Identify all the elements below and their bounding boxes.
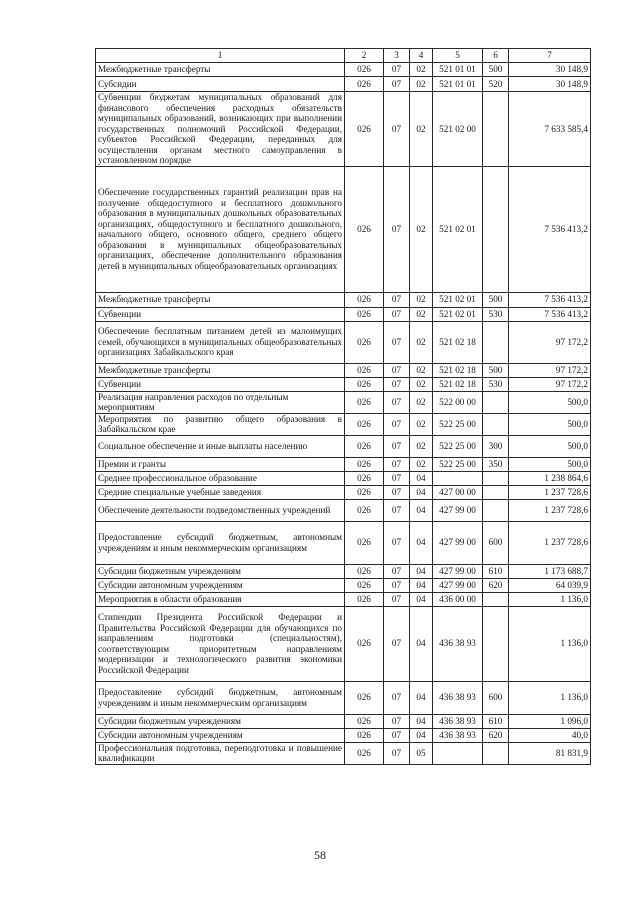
table-row [96, 681, 591, 714]
section-code-cell: 07 [384, 63, 410, 77]
target-article-cell: 521 02 18 [433, 377, 483, 391]
section-code-cell: 07 [384, 457, 410, 471]
section-code-cell: 07 [384, 307, 410, 321]
expense-type-cell: 520 [483, 77, 509, 92]
section-code-cell: 07 [384, 292, 410, 307]
section-code-cell: 07 [384, 578, 410, 592]
target-article-cell: 521 02 01 [433, 307, 483, 321]
expense-type-cell [483, 592, 509, 606]
table-row [96, 521, 591, 564]
expense-type-cell: 500 [483, 292, 509, 307]
subsection-code-cell: 02 [410, 166, 433, 292]
table-row [96, 413, 591, 435]
target-article-cell: 436 38 93 [433, 728, 483, 742]
section-code-cell: 07 [384, 728, 410, 742]
header-cell: 1 [96, 49, 345, 63]
ministry-code-cell: 026 [345, 363, 384, 377]
ministry-code-cell: 026 [345, 63, 384, 77]
table-row [96, 606, 591, 681]
amount-cell: 97 172,2 [509, 377, 591, 391]
amount-cell: 97 172,2 [509, 321, 591, 363]
amount-cell: 1 136,0 [509, 681, 591, 714]
amount-cell: 1 237 728,6 [509, 521, 591, 564]
target-article-cell: 436 38 93 [433, 681, 483, 714]
table-header-row [96, 49, 591, 63]
subsection-code-cell: 02 [410, 77, 433, 92]
subsection-code-cell: 04 [410, 499, 433, 521]
section-code-cell: 07 [384, 471, 410, 485]
section-code-cell: 07 [384, 564, 410, 578]
ministry-code-cell: 026 [345, 681, 384, 714]
table-row [96, 92, 591, 167]
amount-cell: 7 536 413,2 [509, 292, 591, 307]
header-cell: 7 [509, 49, 591, 63]
row-name-cell: Обеспечение деятельности подведомственных учреждений [96, 499, 345, 521]
ministry-code-cell: 026 [345, 166, 384, 292]
section-code-cell: 07 [384, 413, 410, 435]
row-name-cell: Предоставление субсидий бюджетным, автономным учреждениям и иным некоммерческим организациям [96, 681, 345, 714]
table-row [96, 166, 591, 292]
amount-cell: 81 831,9 [509, 742, 591, 764]
subsection-code-cell: 04 [410, 471, 433, 485]
target-article-cell: 427 99 00 [433, 521, 483, 564]
expense-type-cell [483, 471, 509, 485]
row-name-cell: Мероприятия по развитию общего образования в Забайкальском крае [96, 413, 345, 435]
amount-cell: 1 237 728,6 [509, 485, 591, 499]
ministry-code-cell: 026 [345, 485, 384, 499]
header-cell: 2 [345, 49, 384, 63]
amount-cell: 7 536 413,2 [509, 307, 591, 321]
row-name-cell: Обеспечение государственных гарантий реализации прав на получение общедоступного и бесплатного дошкольного образования в муниципальных дошкольных образовательных организациях, общедоступного и бесплатного дошкольного, начального общего, основного общего, среднего общего образования в муниципальных общеобразовательных организациях, обеспечение дополнительного образования детей в муниципальных общеобразовательных организациях [96, 166, 345, 292]
expense-type-cell: 620 [483, 578, 509, 592]
subsection-code-cell: 04 [410, 714, 433, 728]
subsection-code-cell: 02 [410, 92, 433, 167]
row-name-cell: Среднее профессиональное образование [96, 471, 345, 485]
ministry-code-cell: 026 [345, 457, 384, 471]
ministry-code-cell: 026 [345, 307, 384, 321]
subsection-code-cell: 04 [410, 606, 433, 681]
subsection-code-cell: 04 [410, 521, 433, 564]
subsection-code-cell: 05 [410, 742, 433, 764]
row-name-cell: Субвенции [96, 307, 345, 321]
expense-type-cell [483, 413, 509, 435]
header-cell: 3 [384, 49, 410, 63]
row-name-cell: Субсидии автономным учреждениям [96, 728, 345, 742]
row-name-cell: Субсидии [96, 77, 345, 92]
subsection-code-cell: 04 [410, 578, 433, 592]
section-code-cell: 07 [384, 391, 410, 413]
table-row [96, 578, 591, 592]
subsection-code-cell: 04 [410, 728, 433, 742]
subsection-code-cell: 02 [410, 377, 433, 391]
section-code-cell: 07 [384, 485, 410, 499]
expense-type-cell [483, 391, 509, 413]
expense-type-cell [483, 485, 509, 499]
expense-type-cell: 610 [483, 714, 509, 728]
expense-type-cell: 600 [483, 681, 509, 714]
subsection-code-cell: 02 [410, 457, 433, 471]
row-name-cell: Межбюджетные трансферты [96, 363, 345, 377]
page-number: 58 [314, 848, 326, 862]
target-article-cell: 427 00 00 [433, 485, 483, 499]
section-code-cell: 07 [384, 521, 410, 564]
ministry-code-cell: 026 [345, 413, 384, 435]
ministry-code-cell: 026 [345, 592, 384, 606]
header-cell: 4 [410, 49, 433, 63]
row-name-cell: Стипендии Президента Российской Федерации и Правительства Российской Федерации для обучающихся по направлениям подготовки (специальностям), соответствующим приоритетным направлениям модернизации и технологического развития экономики Российской Федерации [96, 606, 345, 681]
target-article-cell: 521 01 01 [433, 63, 483, 77]
ministry-code-cell: 026 [345, 391, 384, 413]
row-name-cell: Субвенции [96, 377, 345, 391]
row-name-cell: Субвенции бюджетам муниципальных образований для финансового обеспечения расходных обязательств муниципальных образований, возникающих при выполнении государственных полномочий Российской Федерации, субъектов Российской Федерации, переданных для осуществления органам местного самоуправления в установленном порядке [96, 92, 345, 167]
table-row [96, 564, 591, 578]
ministry-code-cell: 026 [345, 714, 384, 728]
target-article-cell: 436 38 93 [433, 606, 483, 681]
target-article-cell: 521 02 01 [433, 292, 483, 307]
row-name-cell: Предоставление субсидий бюджетным, автономным учреждениям и иным некоммерческим организациям [96, 521, 345, 564]
amount-cell: 1 237 728,6 [509, 499, 591, 521]
row-name-cell: Профессиональная подготовка, переподготовка и повышение квалификации [96, 742, 345, 764]
target-article-cell: 436 00 00 [433, 592, 483, 606]
amount-cell: 40,0 [509, 728, 591, 742]
amount-cell: 500,0 [509, 391, 591, 413]
expense-type-cell [483, 166, 509, 292]
section-code-cell: 07 [384, 92, 410, 167]
row-name-cell: Субсидии бюджетным учреждениям [96, 714, 345, 728]
amount-cell: 7 536 413,2 [509, 166, 591, 292]
amount-cell: 1 238 864,6 [509, 471, 591, 485]
expense-type-cell: 530 [483, 307, 509, 321]
amount-cell: 1 136,0 [509, 592, 591, 606]
ministry-code-cell: 026 [345, 321, 384, 363]
expense-type-cell: 500 [483, 63, 509, 77]
row-name-cell: Субсидии бюджетным учреждениям [96, 564, 345, 578]
subsection-code-cell: 04 [410, 681, 433, 714]
ministry-code-cell: 026 [345, 292, 384, 307]
amount-cell: 64 039,9 [509, 578, 591, 592]
target-article-cell: 436 38 93 [433, 714, 483, 728]
section-code-cell: 07 [384, 77, 410, 92]
amount-cell: 500,0 [509, 435, 591, 457]
section-code-cell: 07 [384, 681, 410, 714]
section-code-cell: 07 [384, 592, 410, 606]
subsection-code-cell: 02 [410, 363, 433, 377]
target-article-cell: 522 25 00 [433, 435, 483, 457]
ministry-code-cell: 026 [345, 606, 384, 681]
expense-type-cell [483, 742, 509, 764]
expense-type-cell: 610 [483, 564, 509, 578]
subsection-code-cell: 02 [410, 321, 433, 363]
target-article-cell: 522 25 00 [433, 413, 483, 435]
section-code-cell: 07 [384, 166, 410, 292]
table-row [96, 471, 591, 485]
expense-type-cell [483, 321, 509, 363]
ministry-code-cell: 026 [345, 377, 384, 391]
subsection-code-cell: 02 [410, 413, 433, 435]
target-article-cell: 521 02 01 [433, 166, 483, 292]
row-name-cell: Премии и гранты [96, 457, 345, 471]
amount-cell: 1 136,0 [509, 606, 591, 681]
table-row [96, 77, 591, 92]
target-article-cell: 521 01 01 [433, 77, 483, 92]
row-name-cell: Мероприятия в области образования [96, 592, 345, 606]
row-name-cell: Средние специальные учебные заведения [96, 485, 345, 499]
table-row [96, 307, 591, 321]
ministry-code-cell: 026 [345, 92, 384, 167]
row-name-cell: Социальное обеспечение и иные выплаты населению [96, 435, 345, 457]
section-code-cell: 07 [384, 714, 410, 728]
target-article-cell: 427 99 00 [433, 578, 483, 592]
subsection-code-cell: 02 [410, 435, 433, 457]
target-article-cell: 427 99 00 [433, 564, 483, 578]
ministry-code-cell: 026 [345, 742, 384, 764]
table-row [96, 742, 591, 764]
subsection-code-cell: 04 [410, 485, 433, 499]
target-article-cell: 521 02 00 [433, 92, 483, 167]
amount-cell: 500,0 [509, 413, 591, 435]
amount-cell: 97 172,2 [509, 363, 591, 377]
row-name-cell: Обеспечение бесплатным питанием детей из малоимущих семей, обучающихся в муниципальных общеобразовательных организациях Забайкальского края [96, 321, 345, 363]
target-article-cell [433, 742, 483, 764]
section-code-cell: 07 [384, 742, 410, 764]
table-row [96, 435, 591, 457]
row-name-cell: Субсидии автономным учреждениям [96, 578, 345, 592]
table-row [96, 321, 591, 363]
row-name-cell: Реализация направления расходов по отдельным мероприятиям [96, 391, 345, 413]
ministry-code-cell: 026 [345, 728, 384, 742]
expense-type-cell: 500 [483, 363, 509, 377]
row-name-cell: Межбюджетные трансферты [96, 63, 345, 77]
amount-cell: 7 633 585,4 [509, 92, 591, 167]
amount-cell: 500,0 [509, 457, 591, 471]
row-name-cell: Межбюджетные трансферты [96, 292, 345, 307]
amount-cell: 1 096,0 [509, 714, 591, 728]
subsection-code-cell: 04 [410, 592, 433, 606]
table-row [96, 728, 591, 742]
expense-type-cell: 350 [483, 457, 509, 471]
expense-type-cell [483, 499, 509, 521]
header-cell: 5 [433, 49, 483, 63]
table-row [96, 499, 591, 521]
ministry-code-cell: 026 [345, 521, 384, 564]
header-cell: 6 [483, 49, 509, 63]
subsection-code-cell: 02 [410, 391, 433, 413]
expense-type-cell [483, 92, 509, 167]
target-article-cell: 522 25 00 [433, 457, 483, 471]
expense-type-cell: 620 [483, 728, 509, 742]
subsection-code-cell: 02 [410, 63, 433, 77]
ministry-code-cell: 026 [345, 77, 384, 92]
table-row [96, 363, 591, 377]
expense-type-cell [483, 606, 509, 681]
section-code-cell: 07 [384, 377, 410, 391]
table-row [96, 377, 591, 391]
target-article-cell: 427 99 00 [433, 499, 483, 521]
table-row [96, 485, 591, 499]
section-code-cell: 07 [384, 363, 410, 377]
table-row [96, 457, 591, 471]
amount-cell: 1 173 688,7 [509, 564, 591, 578]
subsection-code-cell: 02 [410, 292, 433, 307]
section-code-cell: 07 [384, 499, 410, 521]
table-row [96, 391, 591, 413]
ministry-code-cell: 026 [345, 578, 384, 592]
target-article-cell [433, 471, 483, 485]
subsection-code-cell: 02 [410, 307, 433, 321]
target-article-cell: 522 00 00 [433, 391, 483, 413]
table-row [96, 714, 591, 728]
target-article-cell: 521 02 18 [433, 363, 483, 377]
amount-cell: 30 148,9 [509, 77, 591, 92]
table-row [96, 63, 591, 77]
budget-table [95, 48, 591, 765]
target-article-cell: 521 02 18 [433, 321, 483, 363]
expense-type-cell: 600 [483, 521, 509, 564]
section-code-cell: 07 [384, 606, 410, 681]
subsection-code-cell: 04 [410, 564, 433, 578]
ministry-code-cell: 026 [345, 435, 384, 457]
table-body [96, 49, 591, 765]
section-code-cell: 07 [384, 435, 410, 457]
ministry-code-cell: 026 [345, 499, 384, 521]
amount-cell: 30 148,9 [509, 63, 591, 77]
table-row [96, 292, 591, 307]
expense-type-cell: 530 [483, 377, 509, 391]
section-code-cell: 07 [384, 321, 410, 363]
ministry-code-cell: 026 [345, 471, 384, 485]
ministry-code-cell: 026 [345, 564, 384, 578]
table-row [96, 592, 591, 606]
expense-type-cell: 300 [483, 435, 509, 457]
